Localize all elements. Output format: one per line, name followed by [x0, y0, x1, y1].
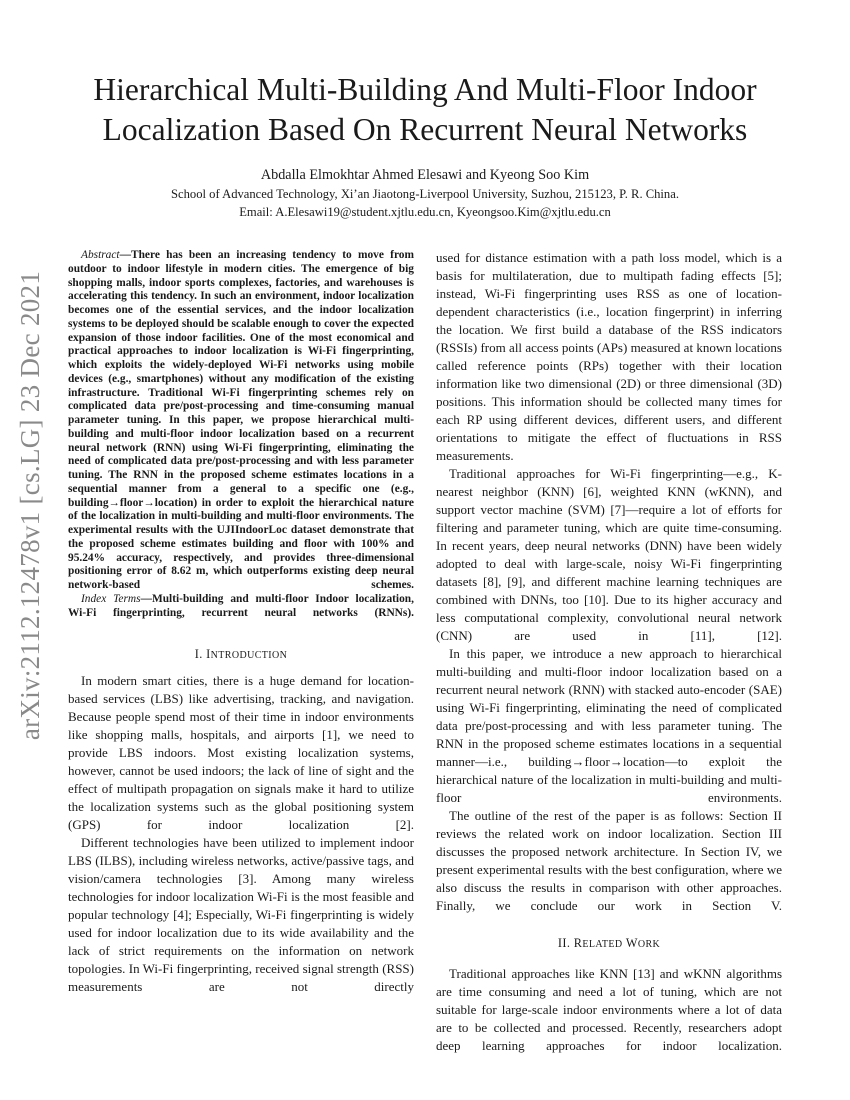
paper-title	[60, 70, 790, 150]
intro-paragraph-3: Traditional approaches for Wi-Fi fingerprinting—e.g., K-nearest neighbor (KNN) [6], weighted KNN (wKNN), and support vector machine (SVM) [7]—require a lot of efforts for filtering and parameter tuning, which are quite time-consuming. In recent years, deep neural networks (DNN) have been widely adopted to deal with large-scale, noisy Wi-Fi fingerprinting datasets [8], [9], and different machine learning techniques are combined with DNNs, too [10]. Due to its higher accuracy and less computational complexity, convolutional neural network (CNN) are used in [11], [12].	[436, 466, 782, 643]
section-heading-introduction: I. INTRODUCTION	[194, 647, 288, 662]
right-column	[436, 249, 782, 1055]
left-column	[68, 249, 414, 996]
title-line-1: Hierarchical Multi-Building And Multi-Floor Indoor	[93, 72, 757, 107]
index-terms-lead: Index Terms	[81, 592, 141, 605]
intro-paragraph-5: The outline of the rest of the paper is as follows: Section II reviews the related work on indoor localization. Section III discusses the proposed network architecture. In Section IV, we present experimental results with the best configuration, where we also discuss the results in comparison with other approaches. Finally, we conclude our work in Section V.	[436, 808, 782, 913]
abstract-text: —There has been an increasing tendency to move from outdoor to indoor lifestyle in modern cities. The emergence of big shopping malls, indoor sports complexes, factories, and warehouses is accelerating this tendency. In such an environment, indoor localization becomes one of the essential services, and the indoor localization systems to be deployed should be scalable enough to cover the expected expansion of those indoor facilities. One of the most economical and practical approaches to indoor localization is Wi-Fi fingerprinting, which exploits the widely-deployed Wi-Fi networks using mobile devices (e.g., smartphones) without any modification of the existing infrastructure. Traditional Wi-Fi fingerprinting schemes rely on complicated data pre/post-processing and time-consuming manual parameter tuning. In this paper, we propose hierarchical multi-building and multi-floor indoor localization based on a recurrent neural network (RNN) using Wi-Fi fingerprinting, eliminating the need of complicated data pre/post-processing and with less parameter tuning. The RNN in the proposed scheme estimates locations in a sequential manner from a general to a specific one (e.g., building→floor→location) in order to exploit the hierarchical nature of the localization in multi-building and multi-floor environments. The experimental results with the UJIIndoorLoc dataset demonstrate that the proposed scheme estimates building and floor with 100% and 95.24% accuracy, respectively, and provides three-dimensional positioning error of 8.62 m, which outperforms existing deep neural network-based schemes.	[68, 249, 414, 591]
intro-paragraph-2-continued: used for distance estimation with a path loss model, which is a basis for multilateration, due to multipath fading effects [5]; instead, Wi-Fi fingerprinting uses RSS as one of location-dependent characteristics (i.e., location fingerprint) in inferring the location. We first build a database of the RSS indicators (RSSIs) from all access points (APs) measured at known locations called reference points (RPs) together with their location information like two dimensional (2D) or three dimensional (3D) positions. This information should be collected many times for each RP using different devices, different users, and different orientations to mitigate the effect of fluctuations in RSS measurements.	[436, 250, 782, 463]
author-affiliation: School of Advanced Technology, Xi’an Jiaotong-Liverpool University, Suzhou, 215123, P. R. China.	[171, 187, 679, 201]
index-terms	[68, 593, 414, 621]
author-emails: Email: A.Elesawi19@student.xjtlu.edu.cn, Kyeongsoo.Kim@xjtlu.edu.cn	[239, 205, 611, 219]
arxiv-side-stamp	[14, 270, 48, 740]
title-line-2: Localization Based On Recurrent Neural Networks	[102, 112, 748, 147]
related-work-paragraph-1: Traditional approaches like KNN [13] and wKNN algorithms are time consuming and need a lot of tuning, which are not suitable for large-scale indoor environments where a lot of data are to be collected and processed. Recently, researchers adopt deep learning approaches for indoor localization.	[436, 966, 782, 1053]
arxiv-identifier: arXiv:2112.12478v1 [cs.LG] 23 Dec 2021	[15, 270, 46, 740]
intro-paragraph-1: In modern smart cities, there is a huge demand for location-based services (LBS) like advertising, tracking, and navigation. Because people spend most of their time in indoor environments like shopping malls, hospitals, and airports [1], we need to provide LBS indoors. Most existing localization systems, however, cannot be used indoors; the lack of line of sight and the effect of multipath propagation on signals make it hard to utilize the localization systems such as the global positioning system (GPS) for indoor localization [2].	[68, 673, 414, 833]
author-names: Abdalla Elmokhtar Ahmed Elesawi and Kyeong Soo Kim	[260, 167, 590, 183]
intro-paragraph-2: Different technologies have been utilized to implement indoor LBS (ILBS), including wireless networks, active/passive tags, and vision/camera technologies [3]. Among many wireless technologies for indoor localization Wi-Fi is the most feasible and popular technology [4]; Especially, Wi-Fi fingerprinting is widely used for indoor localization due to its wide availability and the lack of strict requirements on the information on network topologies. In Wi-Fi fingerprinting, received signal strength (RSS) measurements are not directly	[68, 835, 414, 995]
section-heading-related-work: II. RELATED WORK	[557, 936, 661, 950]
intro-paragraph-4: In this paper, we introduce a new approach to hierarchical multi-building and multi-floor indoor localization based on a recurrent neural network (RNN) with stacked auto-encoder (SAE) using Wi-Fi fingerprinting, eliminating the need of complicated data pre/post-processing and with less parameter tuning. The RNN in the proposed scheme estimates locations in a sequential manner—i.e., building→floor→location—to exploit the hierarchical nature of the localization in multi-building and multi-floor environments.	[436, 646, 782, 805]
index-terms-text: —Multi-building and multi-floor Indoor localization, Wi-Fi fingerprinting, recurrent neural networks (RNNs).	[68, 592, 414, 619]
abstract-lead: Abstract	[81, 249, 120, 261]
abstract	[68, 249, 414, 593]
